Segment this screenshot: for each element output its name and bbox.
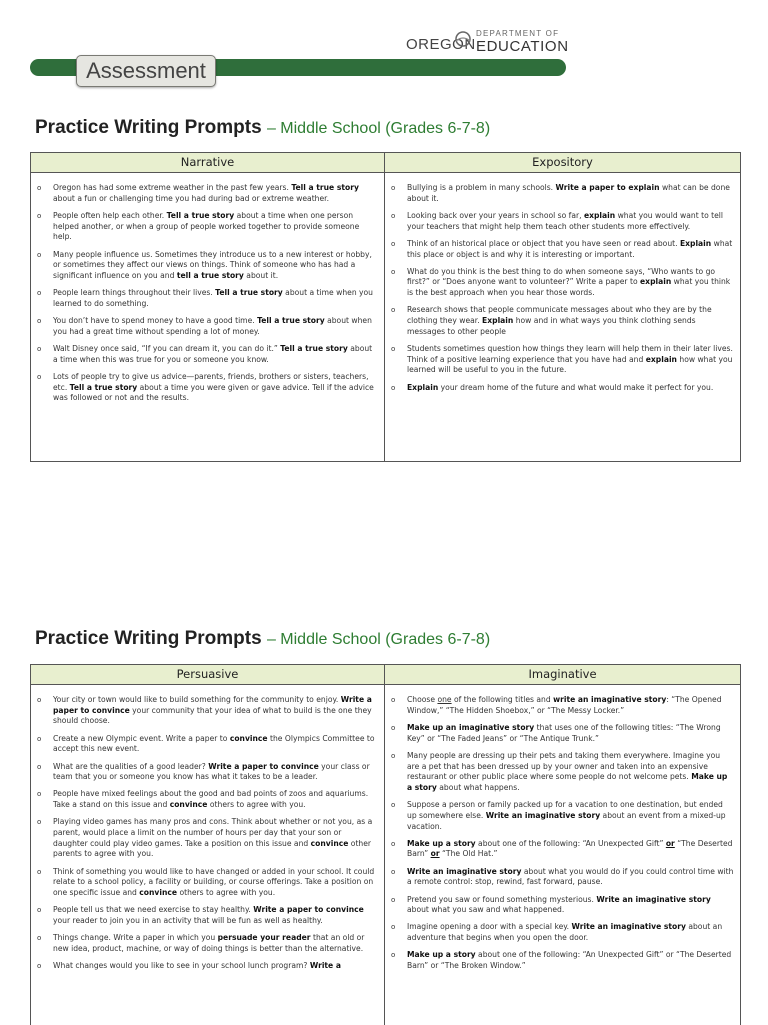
page-header	[30, 28, 569, 83]
prompt-item: o People have mixed feelings about the good and bad points of zoos and aquariums. Take a stand on this issue and convince others to agree with you.	[37, 789, 378, 810]
prompt-item: o People often help each other. Tell a true story about a time when one person helped another, or when a group of people worked together to provide someone help.	[37, 211, 378, 243]
imaginative-column	[385, 685, 740, 1025]
prompt-item: o What changes would you like to see in your school lunch program? Write a	[37, 961, 378, 972]
prompt-item: o Your city or town would like to build something for the community to enjoy. Write a paper to convince your community that your idea of what to build is the one they should choose.	[37, 695, 378, 727]
prompt-item: o Things change. Write a paper in which you persuade your reader that an old or new idea, product, machine, or way of doing things is better than the alternative.	[37, 933, 378, 954]
section-title	[35, 628, 490, 650]
prompt-item: o Think of an historical place or object that you have seen or read about. Explain what this place or object is and why it is interesting or important.	[391, 239, 734, 260]
prompt-item: o Oregon has had some extreme weather in the past few years. Tell a true story about a fun or challenging time you had during bad or extreme weather.	[37, 183, 378, 204]
table-header-row	[31, 153, 740, 173]
prompt-item: o Playing video games has many pros and cons. Think about whether or not you, as a parent, would place a limit on the number of hours per day that your son or daughter could play video games. Take a position on this issue and convince other parents to agree with you.	[37, 817, 378, 860]
prompts-table	[30, 152, 741, 462]
logo-state-text: OREGON	[406, 36, 476, 53]
prompt-item: o Write an imaginative story about what you would do if you could control time with a remote control: stop, rewind, fast forward, pause.	[391, 867, 734, 888]
prompt-item: o Think of something you would like to have changed or added in your school. It could relate to a school policy, a facility or building, or course offerings. Take a position on one specific issue and convince others to agree with you.	[37, 867, 378, 899]
logo-education-text: EDUCATION	[476, 38, 569, 55]
prompt-item: o Create a new Olympic event. Write a paper to convince the Olympics Committee to accept this new event.	[37, 734, 378, 755]
prompt-item: o Suppose a person or family packed up for a vacation to one destination, but ended up somewhere else. Write an imaginative story about an event from a mixed-up vacation.	[391, 800, 734, 832]
prompt-item: o Make up a story about one of the following: “An Unexpected Gift” or “The Deserted Barn” or “The Old Hat.”	[391, 839, 734, 860]
prompt-item: o What do you think is the best thing to do when someone says, “Who wants to go first?” or “Does anyone want to volunteer?” Write a paper to explain what you think is the best approach when you hear those words.	[391, 267, 734, 299]
prompt-item: o You don’t have to spend money to have a good time. Tell a true story about when you had a great time without spending a lot of money.	[37, 316, 378, 337]
narrative-column	[31, 173, 385, 461]
persuasive-column	[31, 685, 385, 1025]
prompt-item: o Looking back over your years in school so far, explain what you would want to tell your teachers that might help them teach other students more effectively.	[391, 211, 734, 232]
prompt-item: o Make up a story about one of the following: “An Unexpected Gift” or “The Deserted Barn” or “The Broken Window.”	[391, 950, 734, 971]
prompt-item: o Lots of people try to give us advice—parents, friends, brothers or sisters, teachers, etc. Tell a true story about a time you were given or gave advice. Tell if the advice was followed or not and the results.	[37, 372, 378, 404]
prompt-item: o Walt Disney once said, “If you can dream it, you can do it.” Tell a true story about a time when this was true for you or someone you know.	[37, 344, 378, 365]
table-body	[31, 173, 740, 461]
prompt-item: o Many people influence us. Sometimes they introduce us to a new interest or hobby, or sometimes they affect our views on things. Think of someone who has had a significant influence on you and tell a true story about it.	[37, 250, 378, 282]
prompt-item: o Make up an imaginative story that uses one of the following titles: “The Wrong Key” or “The Faded Jeans” or “The Antique Trunk.”	[391, 723, 734, 744]
prompt-item: o Many people are dressing up their pets and taking them everywhere. Imagine you are a pet that has been dressed up by your owner and taken into an expensive restaurant or other public place where some people do not welcome pets. Make up a story about what happens.	[391, 751, 734, 794]
prompt-item: o Pretend you saw or found something mysterious. Write an imaginative story about what you saw and what happened.	[391, 895, 734, 916]
section-title-sub: – Middle School (Grades 6-7-8)	[266, 120, 491, 137]
oregon-education-logo	[406, 28, 586, 56]
column-heading-imaginative: Imaginative	[528, 667, 597, 681]
prompt-item: o Students sometimes question how things they learn will help them in their later lives. Think of a positive learning experience that you have had and explain how what you learned will be useful to you in the future.	[391, 344, 734, 376]
prompt-item: o Research shows that people communicate messages about who they are by the clothing they wear. Explain how and in what ways you think clothing sends messages to other people	[391, 305, 734, 337]
prompt-item: o Choose one of the following titles and write an imaginative story: “The Opened Window,” “The Hidden Shoebox,” or “The Messy Locker.”	[391, 695, 734, 716]
section-title-sub: – Middle School (Grades 6-7-8)	[266, 631, 491, 648]
logo-dept-text: DEPARTMENT OF	[476, 29, 560, 38]
prompt-item: o Bullying is a problem in many schools. Write a paper to explain what can be done about it.	[391, 183, 734, 204]
assessment-tab: Assessment	[76, 55, 216, 87]
oregon-sun-icon	[452, 28, 474, 50]
table-header-row	[31, 665, 740, 685]
section-title-main: Practice Writing Prompts	[35, 117, 262, 138]
prompt-item: o Imagine opening a door with a special key. Write an imaginative story about an adventure that begins when you open the door.	[391, 922, 734, 943]
prompt-item: o People learn things throughout their lives. Tell a true story about a time when you learned to do something.	[37, 288, 378, 309]
prompts-table	[30, 664, 741, 1025]
table-body	[31, 685, 740, 1025]
column-heading-expository: Expository	[532, 155, 593, 169]
prompt-item: o What are the qualities of a good leader? Write a paper to convince your class or team that you or someone you know has what it takes to be a leader.	[37, 762, 378, 783]
column-heading-narrative: Narrative	[31, 153, 385, 172]
section-title-main: Practice Writing Prompts	[35, 628, 262, 649]
expository-column	[385, 173, 740, 461]
column-heading-persuasive: Persuasive	[31, 665, 385, 684]
prompt-item: o Explain your dream home of the future and what would make it perfect for you.	[391, 383, 734, 394]
prompt-item: o People tell us that we need exercise to stay healthy. Write a paper to convince your reader to join you in an activity that will be fun as well as healthy.	[37, 905, 378, 926]
section-title	[35, 117, 490, 139]
